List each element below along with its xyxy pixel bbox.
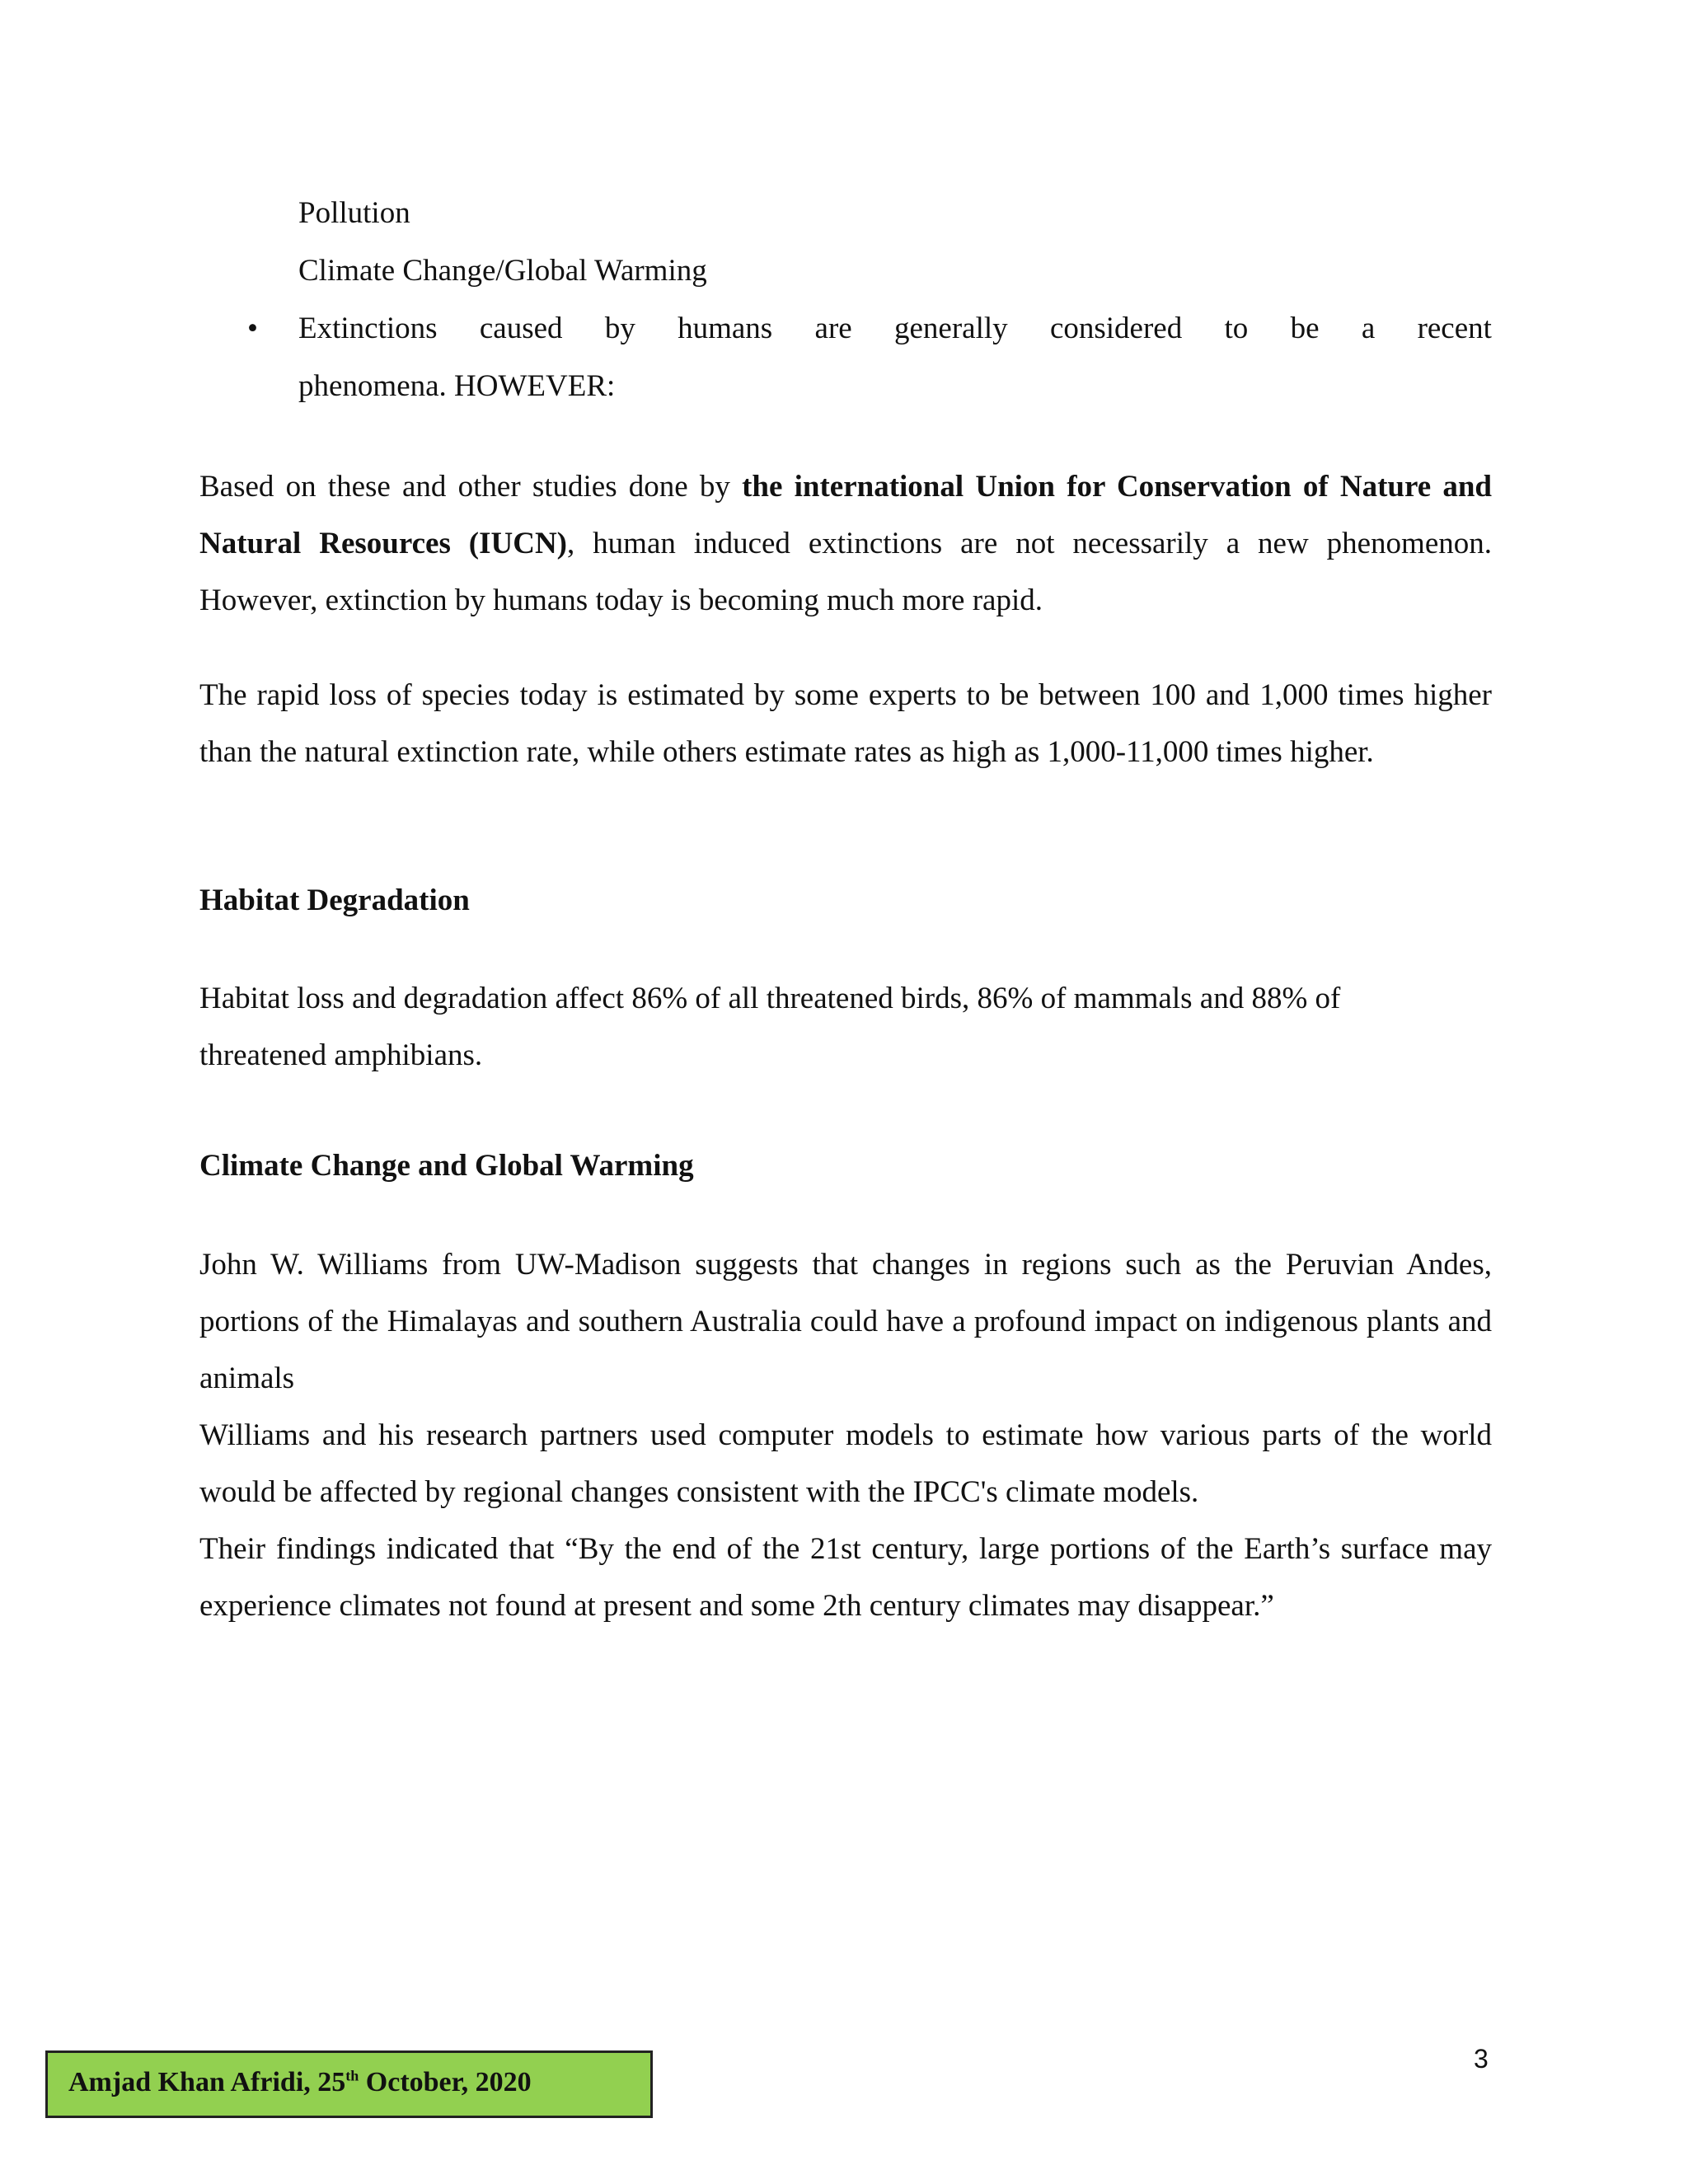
bullet-word: caused bbox=[479, 312, 563, 345]
bullet-word: a bbox=[1361, 312, 1376, 345]
bullet-word: recent bbox=[1417, 312, 1492, 345]
list-item-pollution: Pollution bbox=[298, 196, 410, 230]
footer-author-date bbox=[68, 2067, 532, 2098]
paragraph-species-loss: The rapid loss of species today is estimated by some experts to be between 100 and 1,000 times higher than the natural extinction rate, while others estimate rates as high as 1,000-11,000 times higher. bbox=[199, 678, 1492, 769]
page-number: 3 bbox=[1474, 2044, 1489, 2074]
footer-day-suffix: th bbox=[345, 2067, 359, 2084]
footer-author-box bbox=[45, 2050, 653, 2118]
bullet-word: humans bbox=[678, 312, 773, 345]
paragraph-iucn-rest: , human induced extinctions are not necessarily a new phenomenon. However, extinction by humans today is becoming much more rapid. bbox=[199, 527, 1493, 617]
bullet-text-line2: phenomena. HOWEVER: bbox=[298, 369, 616, 403]
bullet-word: be bbox=[1290, 312, 1320, 345]
heading-climate-change: Climate Change and Global Warming bbox=[199, 1149, 694, 1183]
paragraph-findings: Their findings indicated that “By the end of the 21st century, large portions of the Earth’s surface may experience climates not found at present and some 2th century climates may disappear.” bbox=[199, 1532, 1492, 1623]
paragraph-iucn bbox=[199, 458, 1492, 629]
paragraph-iucn-lead: Based on these and other studies done by bbox=[199, 470, 743, 504]
bullet-word: considered bbox=[1049, 312, 1183, 345]
list-item-climate-change: Climate Change/Global Warming bbox=[298, 254, 707, 288]
paragraph-computer-models: Williams and his research partners used computer models to estimate how various parts of the world would be affected by regional changes consistent with the IPCC's climate models. bbox=[199, 1418, 1492, 1509]
bullet-text-line1 bbox=[298, 308, 1492, 349]
iucn-name: the international Union for Conservation of Nature and Natural Resources (IUCN) bbox=[199, 470, 1493, 560]
paragraph-williams: John W. Williams from UW-Madison suggests that changes in regions such as the Peruvian Andes, portions of the Himalayas and southern Australia could have a profound impact on indigenous plants and animals bbox=[199, 1248, 1492, 1395]
bullet-icon bbox=[247, 308, 258, 349]
heading-habitat-degradation: Habitat Degradation bbox=[199, 883, 470, 917]
bullet-word: are bbox=[814, 312, 852, 345]
footer-author-date-suffix: October, 2020 bbox=[359, 2067, 532, 2097]
paragraph-habitat: Habitat loss and degradation affect 86% of all threatened birds, 86% of mammals and 88% of threatened amphibians. bbox=[199, 982, 1341, 1072]
bullet-word: generally bbox=[893, 312, 1008, 345]
bullet-word: Extinctions bbox=[298, 312, 438, 345]
footer-author-date-prefix: Amjad Khan Afridi, 25 bbox=[68, 2067, 346, 2097]
bullet-word: to bbox=[1224, 312, 1249, 345]
bullet-word: by bbox=[604, 312, 635, 345]
